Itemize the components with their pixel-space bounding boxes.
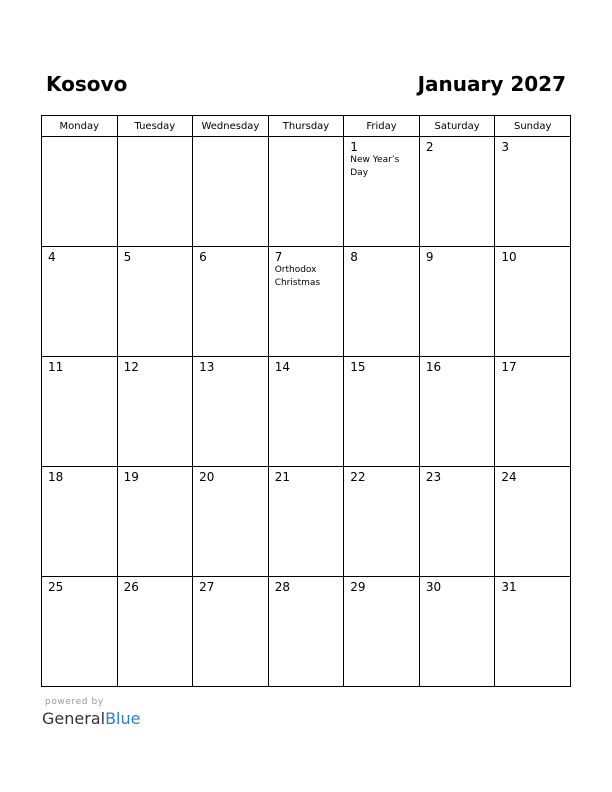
day-cell xyxy=(344,467,420,577)
day-number: 25 xyxy=(48,580,64,594)
month-title: January 2027 xyxy=(417,72,566,96)
day-cell xyxy=(117,467,193,577)
day-number: 19 xyxy=(123,470,139,484)
day-cell xyxy=(117,577,193,687)
generalblue-logo xyxy=(42,709,140,729)
day-number: 31 xyxy=(501,580,517,594)
day-number: 17 xyxy=(501,360,517,374)
day-number: 20 xyxy=(199,470,215,484)
weekday-monday: Monday xyxy=(42,116,118,137)
day-cell xyxy=(268,357,344,467)
weekday-header-row xyxy=(42,116,571,137)
day-cell xyxy=(42,247,118,357)
day-cell xyxy=(193,247,269,357)
day-number: 3 xyxy=(501,140,510,154)
day-number: 30 xyxy=(425,580,442,594)
day-cell xyxy=(495,247,571,357)
calendar-grid xyxy=(41,115,571,687)
day-cell xyxy=(344,577,420,687)
day-cell xyxy=(495,577,571,687)
day-number: 21 xyxy=(274,470,290,484)
day-number: 16 xyxy=(425,360,442,374)
day-number: 28 xyxy=(274,580,290,594)
holiday-label: Orthodox Christmas xyxy=(274,265,321,288)
day-number: 1 xyxy=(350,140,358,154)
day-number: 2 xyxy=(425,140,434,154)
day-number: 12 xyxy=(123,360,139,374)
weekday-friday: Friday xyxy=(344,116,420,137)
day-cell xyxy=(495,467,571,577)
brand-general-text: General xyxy=(42,709,106,728)
day-number: 5 xyxy=(123,250,132,264)
powered-by-label: powered by xyxy=(45,697,104,707)
day-number: 23 xyxy=(425,470,442,484)
day-cell xyxy=(193,467,269,577)
day-cell xyxy=(419,467,495,577)
day-cell xyxy=(344,247,420,357)
day-cell xyxy=(42,467,118,577)
day-number: 7 xyxy=(274,250,283,264)
day-cell xyxy=(117,247,193,357)
day-number: 4 xyxy=(48,250,56,264)
day-cell xyxy=(268,577,344,687)
weekday-tuesday: Tuesday xyxy=(117,116,193,137)
day-cell xyxy=(42,137,118,247)
week-row xyxy=(42,577,571,687)
week-row xyxy=(42,357,571,467)
weekday-saturday: Saturday xyxy=(419,116,495,137)
day-cell xyxy=(419,357,495,467)
day-cell xyxy=(193,357,269,467)
day-cell xyxy=(344,357,420,467)
day-number: 18 xyxy=(48,470,64,484)
day-cell xyxy=(419,247,495,357)
day-cell xyxy=(268,467,344,577)
day-cell xyxy=(419,137,495,247)
day-number: 22 xyxy=(350,470,366,484)
week-row xyxy=(42,467,571,577)
day-cell xyxy=(495,357,571,467)
weekday-thursday: Thursday xyxy=(268,116,344,137)
week-row xyxy=(42,247,571,357)
day-cell xyxy=(42,357,118,467)
day-cell xyxy=(42,577,118,687)
day-number: 11 xyxy=(48,360,64,374)
day-number: 24 xyxy=(501,470,517,484)
day-cell xyxy=(193,137,269,247)
day-cell xyxy=(117,357,193,467)
day-cell xyxy=(117,137,193,247)
day-number: 14 xyxy=(274,360,290,374)
day-cell xyxy=(268,137,344,247)
weekday-sunday: Sunday xyxy=(495,116,571,137)
day-number: 15 xyxy=(350,360,366,374)
footer-branding xyxy=(42,697,140,729)
country-title: Kosovo xyxy=(46,72,128,96)
day-number: 26 xyxy=(123,580,139,594)
day-number: 10 xyxy=(501,250,517,264)
weekday-wednesday: Wednesday xyxy=(193,116,269,137)
brand-blue-text: Blue xyxy=(105,709,141,728)
day-number: 8 xyxy=(350,250,358,264)
day-number: 9 xyxy=(425,250,434,264)
day-number: 27 xyxy=(199,580,215,594)
day-cell xyxy=(268,247,344,357)
day-cell xyxy=(193,577,269,687)
day-number: 29 xyxy=(350,580,366,594)
holiday-label: New Year’s Day xyxy=(350,155,400,178)
day-cell xyxy=(419,577,495,687)
day-number: 6 xyxy=(199,250,207,264)
day-cell xyxy=(495,137,571,247)
day-number: 13 xyxy=(199,360,215,374)
day-cell xyxy=(344,137,420,247)
week-row xyxy=(42,137,571,247)
